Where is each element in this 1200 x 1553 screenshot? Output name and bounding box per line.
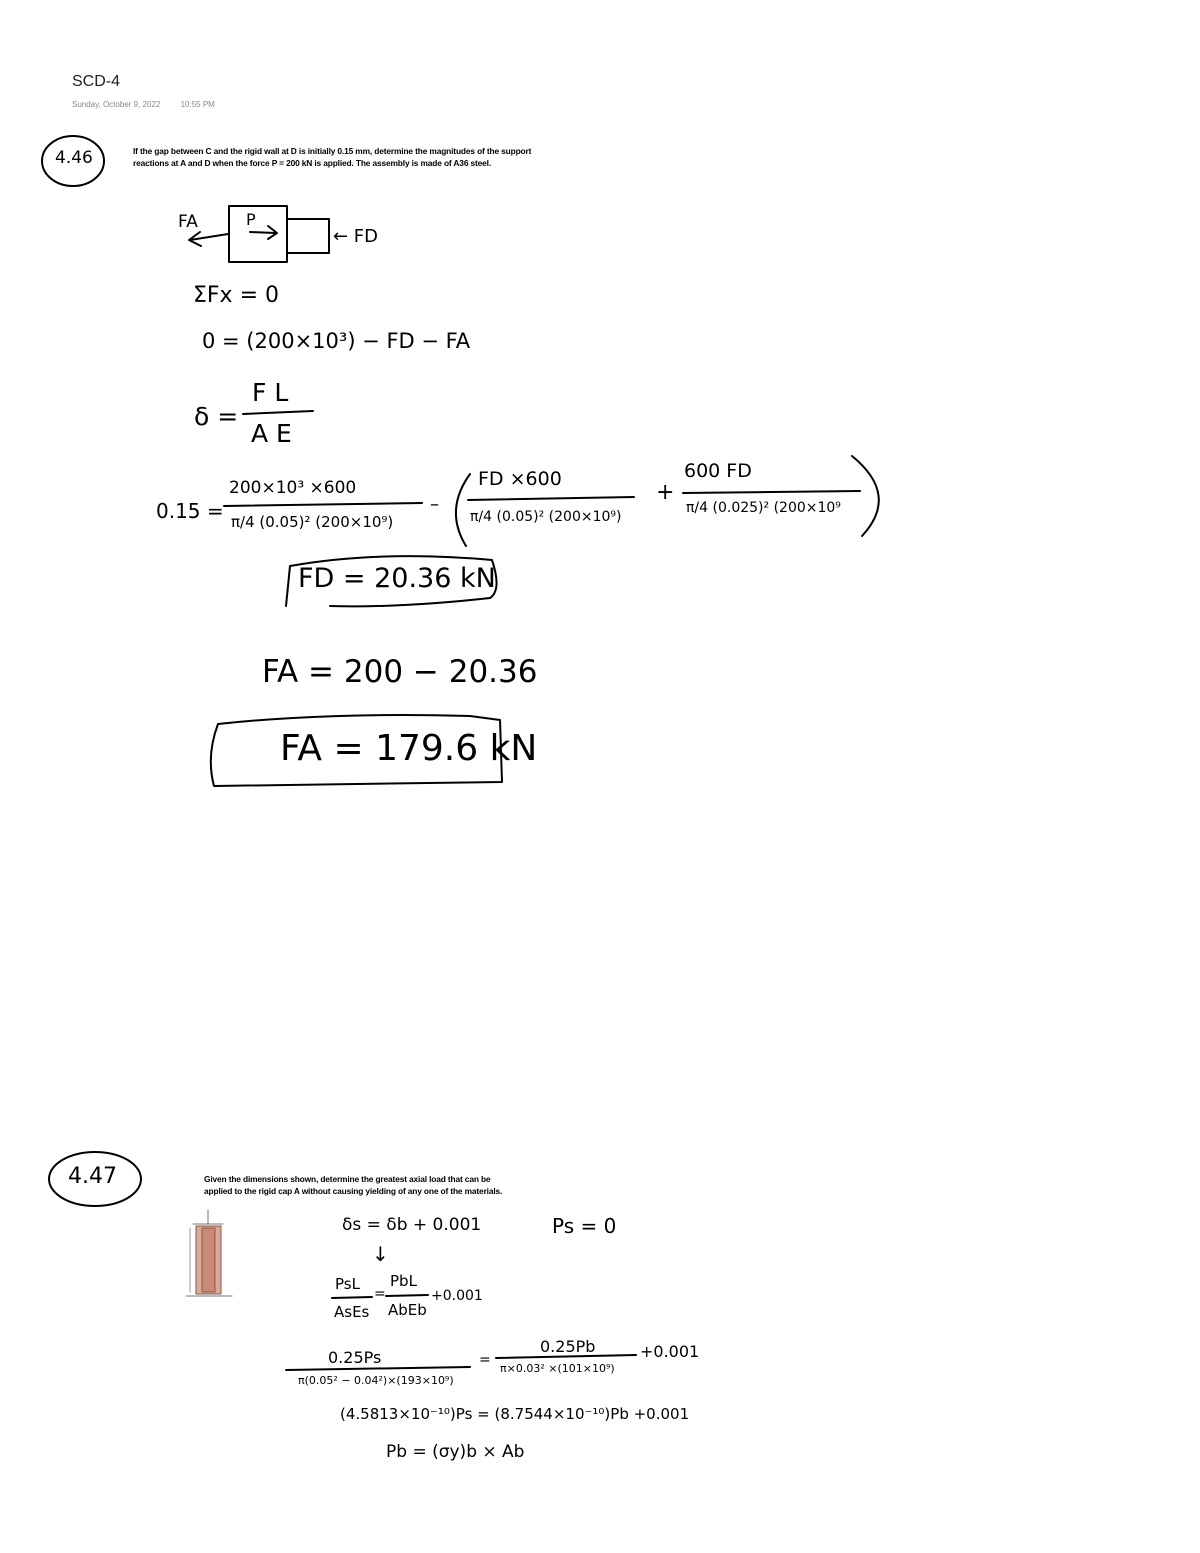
eq3-rhs-numerator: 0.25Pb: [540, 1337, 596, 1356]
eq-delta-den: A E: [251, 419, 292, 448]
plus-sign: +: [656, 480, 675, 505]
eq-delta-num: F L: [252, 378, 289, 407]
fa-calculation: FA = 200 − 20.36: [262, 654, 538, 690]
problem-446-prompt-line2: reactions at A and D when the force P = 200 kN is applied. The assembly is made of A36 steel.: [133, 158, 492, 168]
term2-numerator: FD ×600: [478, 468, 562, 490]
fbd-block-p: [229, 206, 287, 262]
problem-447-prompt: [204, 1173, 502, 1197]
fbd-label-p: P: [246, 210, 256, 229]
eq3-tail: +0.001: [640, 1342, 700, 1361]
result-fd: FD = 20.36 kN: [298, 563, 496, 594]
eq2-rhs-numerator: PbL: [390, 1272, 417, 1290]
eq3-lhs-bar: [286, 1367, 470, 1370]
ps-zero: Ps = 0: [552, 1214, 617, 1238]
eq2-equals: =: [374, 1286, 386, 1302]
problem-447-prompt-line2: applied to the rigid cap A without causing yielding of any one of the materials.: [204, 1186, 503, 1196]
term1-fraction-bar: [224, 503, 422, 506]
page-time: 10:55 PM: [180, 100, 215, 109]
fbd-arrow-p: [250, 232, 275, 233]
page-date: Sunday, October 9, 2022: [72, 100, 161, 109]
term3-numerator: 600 FD: [684, 460, 752, 482]
problem-446-number: 4.46: [55, 148, 93, 168]
term1-denominator: π/4 (0.05)² (200×10⁹): [231, 513, 394, 531]
term3-denominator: π/4 (0.025)² (200×10⁹: [686, 500, 841, 516]
term2-denominator: π/4 (0.05)² (200×10⁹): [470, 509, 622, 525]
eq-simplified: (4.5813×10⁻¹⁰)Ps = (8.7544×10⁻¹⁰)Pb +0.001: [340, 1405, 690, 1423]
problem-446-prompt: [133, 145, 531, 169]
eq-compat-lhs: 0.15 =: [156, 499, 224, 523]
term1-numerator: 200×10³ ×600: [229, 478, 357, 498]
eq-sum-forces: ΣFx = 0: [193, 283, 279, 308]
right-paren: [852, 456, 879, 536]
eq-equilibrium: 0 = (200×10³) − FD − FA: [202, 329, 471, 353]
eq2-lhs-denominator: AsEs: [334, 1303, 370, 1321]
eq2-lhs-numerator: PsL: [335, 1275, 360, 1293]
eq3-lhs-numerator: 0.25Ps: [328, 1348, 382, 1367]
page-title: SCD-4: [72, 73, 121, 90]
eq2-rhs-bar: [386, 1295, 428, 1296]
eq3-rhs-denominator: π×0.03² ×(101×10⁹): [500, 1362, 615, 1375]
figure-cylinder-inner: [202, 1228, 215, 1292]
eq3-lhs-denominator: π(0.05² − 0.04²)×(193×10⁹): [298, 1374, 454, 1387]
result-fa: FA = 179.6 kN: [280, 728, 538, 769]
eq3-equals: =: [479, 1352, 491, 1368]
eq2-tail: +0.001: [431, 1288, 483, 1304]
fbd-label-fd: ← FD: [333, 226, 379, 247]
problem-446-prompt-line1: If the gap between C and the rigid wall at D is initially 0.15 mm, determine the magnitudes of the support: [133, 146, 532, 156]
eq-deformation: δs = δb + 0.001: [342, 1215, 482, 1235]
eq2-rhs-denominator: AbEb: [388, 1301, 427, 1319]
term2-fraction-bar: [468, 497, 634, 500]
down-arrow-icon: ↓: [372, 1242, 389, 1266]
left-paren: [456, 474, 470, 546]
fbd-block-c: [287, 219, 329, 253]
eq-pb: Pb = (σy)b × Ab: [386, 1442, 525, 1462]
eq2-lhs-bar: [332, 1297, 372, 1298]
problem-447-prompt-line1: Given the dimensions shown, determine the greatest axial load that can be: [204, 1174, 491, 1184]
term3-fraction-bar: [683, 491, 860, 493]
minus-sign: –: [430, 494, 439, 515]
eq-delta-lhs: δ =: [194, 402, 239, 431]
delta-fraction-bar: [243, 411, 313, 414]
fbd-label-fa: FA: [178, 212, 198, 232]
problem-447-number: 4.47: [68, 1164, 117, 1189]
